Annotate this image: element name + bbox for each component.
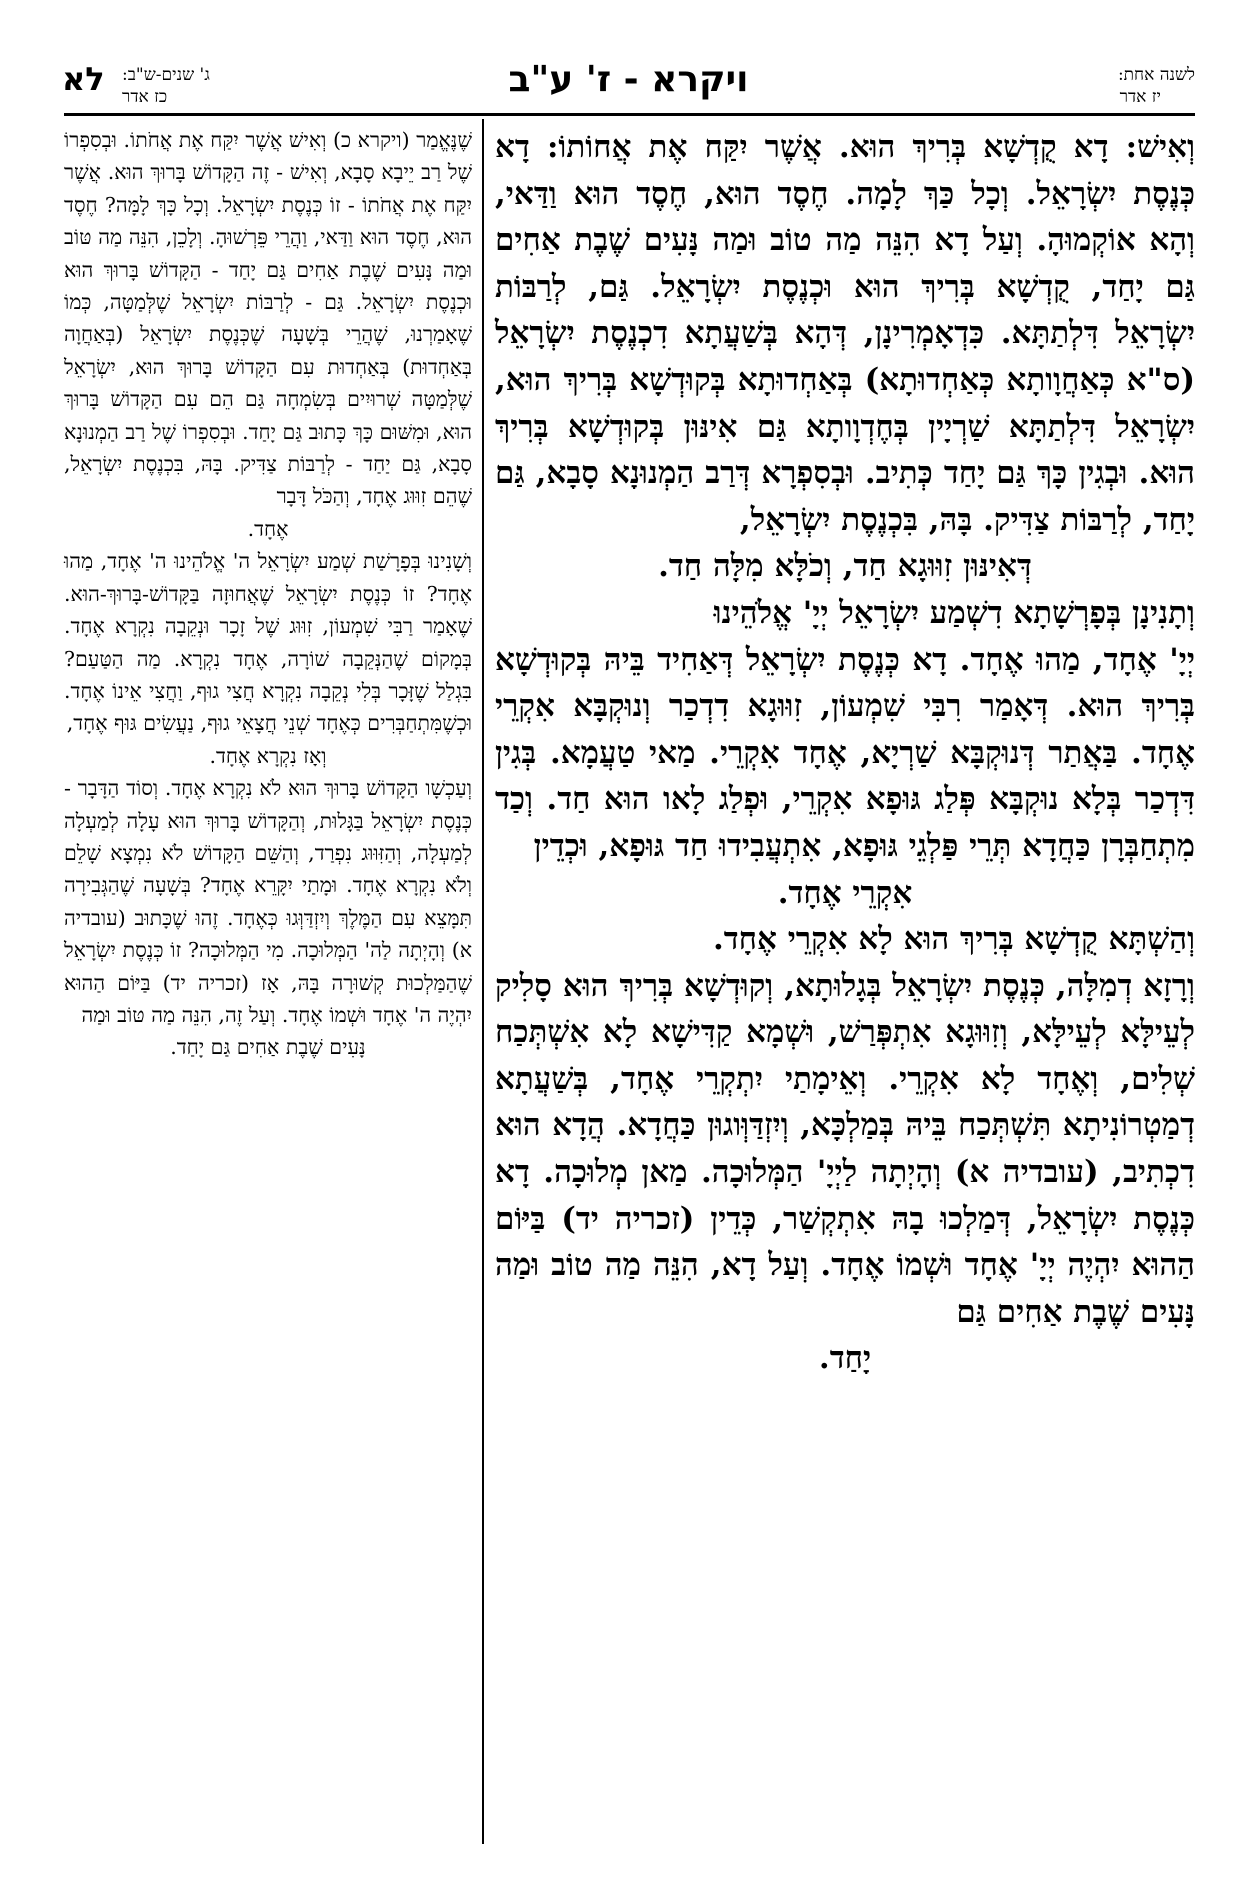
column-divider bbox=[482, 119, 484, 1844]
main-text-paragraph: וְהַשְׁתָּא קֻדְשָׁא בְּרִיךְ הוּא לָא אִקְרֵי אֶחָד. bbox=[712, 921, 1195, 958]
translation-paragraph: שֶׁנֶּאֱמַר (ויקרא כ) וְאִישׁ אֲשֶׁר יִקַּח אֶת אֲחֹתוֹ. וּבְסִפְרוֹ שֶׁל רַב יֵיבָא סָבָא, וְאִישׁ - זֶה הַקָּדוֹשׁ בָּרוּךְ הוּא. אֲשֶׁר יִקַּח אֶת אֲחֹתוֹ - זוֹ כְּנֶסֶת יִשְׂרָאֵל. וְכָל כָּךְ לָמָּה? חֶסֶד הוּא, חֶסֶד הוּא וַדַּאי, וַהֲרֵי פֵּרְשׁוּהָ. וְלָכֵן, הִנֵּה מַה טּוֹב וּמַה נָּעִים שֶׁבֶת אַחִים גַּם יָחַד - הַקָּדוֹשׁ בָּרוּךְ הוּא וּכְנֶסֶת יִשְׂרָאֵל. גַּם - לְרַבּוֹת יִשְׂרָאֵל שֶׁלְּמַטָּה, כְּמוֹ שֶׁאָמַרְנוּ, שֶׁהֲרֵי בְּשָׁעָה שֶׁכְּנֶסֶת יִשְׂרָאֵל (בְּאַחֲוָה בְּאַחְדוּת) בְּאַחְדוּת עִם הַקָּדוֹשׁ בָּרוּךְ הוּא, יִשְׂרָאֵל שֶׁלְּמַטָּה שְׁרוּיִים בְּשִׂמְחָה גַּם הֵם עִם הַקָּדוֹשׁ בָּרוּךְ הוּא, וּמִשּׁוּם כָּךְ כָּתוּב גַּם יָחַד. וּבְסִפְרוֹ שֶׁל רַב הַמְנוּנָא סָבָא, גַּם יַחַד - לְרַבּוֹת צַדִּיק. בָּהּ, בִּכְנֶסֶת יִשְׂרָאֵל, שֶׁהֵם זִוּוּג אֶחָד, וְהַכֹּל דָּבָר bbox=[64, 128, 472, 509]
study-schedule-three-years bbox=[122, 64, 210, 108]
page-number: לא bbox=[62, 60, 105, 98]
one-year-label: לשנה אחת: bbox=[1117, 65, 1195, 85]
main-text-paragraph: וְתָנִינָן בְּפָרְשָׁתָא דִשְׁמַע יִשְׂרָאֵל יְיָ' אֱלֹהֵינוּ bbox=[713, 594, 1195, 631]
header-divider bbox=[64, 113, 1195, 116]
main-text-paragraph: אִקְרֵי אֶחָד. bbox=[777, 874, 913, 911]
main-text-paragraph: וְאִישׁ: דָא קֻדְשָׁא בְּרִיךְ הוּא. אֲשֶׁר יִקַּח אֶת אֲחוֹתוֹ: דָא כְּנֶסֶת יִשְׂרָאֵל. וְכָל כַּךְ לָמָה. חֶסֶד הוּא, חֶסֶד הוּא וַדַּאי, וְהָא אוֹקְמוּהָ. וְעַל דָא הִנֵּה מַה טוֹב וּמַה נָּעִים שֶׁבֶת אַחִים גַּם יָחַד, קֻדְשָׁא בְּרִיךְ הוּא וּכְנֶסֶת יִשְׂרָאֵל. גַּם, לְרַבּוֹת יִשְׂרָאֵל דִּלְתַתָּא. כִּדְאָמְרִינָן, דְּהָא בְּשַׁעֲתָא דִכְנֶסֶת יִשְׂרָאֵל (ס"א כְּאַחֲוָותָא כְּאַחְדוּתָא) בְּאַחְדוּתָא בְּקוּדְשָׁא בְּרִיךְ הוּא, יִשְׂרָאֵל דִּלְתַתָּא שַׁרְיָין בְּחֶדְוָותָא גַּם אִינּוּן בְּקוּדְשָׁא בְּרִיךְ הוּא. וּבְגִין כָּךְ גַּם יָחַד כְּתִיב. וּבְסִפְרָא דְּרַב הַמְנוּנָא סָבָא, גַּם יָחַד, לְרַבּוֹת צַדִּיק. בָּהּ, בִּכְנֶסֶת יִשְׂרָאֵל, bbox=[495, 129, 1195, 538]
main-text-paragraph: יְיָ' אֶחָד, מַהוּ אֶחָד. דָא כְּנֶסֶת יִשְׂרָאֵל דְּאַחִיד בֵּיהּ בְּקוּדְשָׁא בְּרִיךְ הוּא. דְּאָמַר רִבִּי שִׁמְעוֹן, זִוּוּגָא דִדְכַר וְנוּקְבָּא אִקְרֵי אֶחָד. בַּאֲתַר דְּנוּקְבָּא שַׁרְיָא, אֶחָד אִקְרֵי. מַאי טַעֲמָא. בְּגִין דִּדְכַר בְּלָא נוּקְבָּא פְּלַג גּוּפָא אִקְרֵי, וּפְלַג לָאו הוּא חַד. וְכַד מִתְחַבְּרָן כַּחֲדָא תְּרֵי פַּלְגֵי גּוּפָא, אִתְעֲבִידוּ חַד גּוּפָא, וּכְדֵין bbox=[495, 641, 1195, 864]
three-years-label: ג' שנים-ש"ב: bbox=[122, 65, 210, 85]
translation-column bbox=[64, 124, 472, 1064]
main-text-paragraph: יָחַד. bbox=[818, 1340, 872, 1377]
translation-paragraph: נָּעִים שֶׁבֶת אַחִים גַּם יָחַד. bbox=[170, 1035, 366, 1060]
main-text-paragraph: וְרָזָא דְמִלָּה, כְּנֶסֶת יִשְׂרָאֵל בְּגָלוּתָא, וְקוּדְשָׁא בְּרִיךְ הוּא סָלִיק לְעֵילָּא לְעֵילָּא, וְזִוּוּגָא אִתְפְּרַשׁ, וּשְׁמָא קַדִּישָׁא לָא אִשְׁתְּכַח שְׁלִים, וְאֶחָד לָא אִקְרֵי. וְאֵימָתַי יִתְקְרֵי אֶחָד, בְּשַׁעֲתָא דְמַטְרוֹנִיתָא תִּשְׁתְּכַח בֵּיהּ בְּמַלְכָּא, וְיִזְדַּוְּוגוּן כַּחֲדָא. הֲדָא הוּא דִכְתִיב, (עובדיה א) וְהָיְתָה לַיְיָ' הַמְּלוּכָה. מַאן מְלוּכָה. דָא כְּנֶסֶת יִשְׂרָאֵל, דְּמַלְכוּ בָהּ אִתְקְשַׁר, כְּדֵין (זכריה יד) בַּיּוֹם הַהוּא יִהְיֶה יְיָ' אֶחָד וּשְׁמוֹ אֶחָד. וְעַל דָא, הִנֵּה מַה טוֹב וּמַה נָּעִים שֶׁבֶת אַחִים גַּם bbox=[495, 967, 1195, 1330]
main-text-paragraph: דְּאִינּוּן זִוּוּגָא חַד, וְכֹלָּא מִלָּה חַד. bbox=[658, 548, 1032, 585]
page-header bbox=[62, 58, 1195, 118]
main-text-column bbox=[495, 124, 1195, 1382]
translation-paragraph: וְאָז נִקְרָא אֶחָד. bbox=[209, 743, 327, 768]
one-year-date: יז אדר bbox=[1119, 87, 1161, 107]
three-years-date: כז אדר bbox=[122, 87, 168, 107]
translation-paragraph: וְעַכְשָׁו הַקָּדוֹשׁ בָּרוּךְ הוּא לֹא נִקְרָא אֶחָד. וְסוֹד הַדָּבָר - כְּנֶסֶת יִשְׂרָאֵל בַּגָּלוּת, וְהַקָּדוֹשׁ בָּרוּךְ הוּא עָלָה לְמַעְלָה לְמַעְלָה, וְהַזִּוּוּג נִפְרַד, וְהַשֵּׁם הַקָּדוֹשׁ לֹא נִמְצָא שָׁלֵם וְלֹא נִקְרָא אֶחָד. וּמָתַי יִקָּרֵא אֶחָד? בְּשָׁעָה שֶׁהַגְּבִירָה תִּמָּצֵא עִם הַמֶּלֶךְ וְיִזְדַּוְּגוּ כְּאֶחָד. זֶהוּ שֶׁכָּתוּב (עובדיה א) וְהָיְתָה לַה' הַמְּלוּכָה. מִי הַמְּלוּכָה? זוֹ כְּנֶסֶת יִשְׂרָאֵל שֶׁהַמַּלְכוּת קְשׁוּרָה בָּהּ, אָז (זכריה יד) בַּיּוֹם הַהוּא יִהְיֶה ה' אֶחָד וּשְׁמוֹ אֶחָד. וְעַל זֶה, הִנֵּה מַה טּוֹב וּמַה bbox=[64, 776, 472, 1027]
translation-paragraph: וְשָׁנִינוּ בְּפָרָשַׁת שְׁמַע יִשְׂרָאֵל ה' אֱלֹהֵינוּ ה' אֶחָד, מַהוּ אֶחָד? זוֹ כְּנֶסֶת יִשְׂרָאֵל שֶׁאֲחוּזָה בַּקָּדוֹשׁ-בָּרוּךְ-הוּא. שֶׁאָמַר רַבִּי שִׁמְעוֹן, זִוּוּג שֶׁל זָכָר וּנְקֵבָה נִקְרָא אֶחָד. בְּמָקוֹם שֶׁהַנְּקֵבָה שׁוֹרָה, אֶחָד נִקְרָא. מַה הַטַּעַם? בִּגְלַל שֶׁזָּכָר בְּלִי נְקֵבָה נִקְרָא חֲצִי גוּף, וַחֲצִי אֵינוֹ אֶחָד. וּכְשֶׁמִּתְחַבְּרִים כְּאֶחָד שְׁנֵי חֲצָאֵי גוּף, נַעֲשִׂים גּוּף אֶחָד, bbox=[64, 549, 472, 736]
translation-paragraph: אֶחָד. bbox=[247, 516, 289, 541]
page-title: ויקרא - ז' ע"ב bbox=[508, 59, 749, 100]
